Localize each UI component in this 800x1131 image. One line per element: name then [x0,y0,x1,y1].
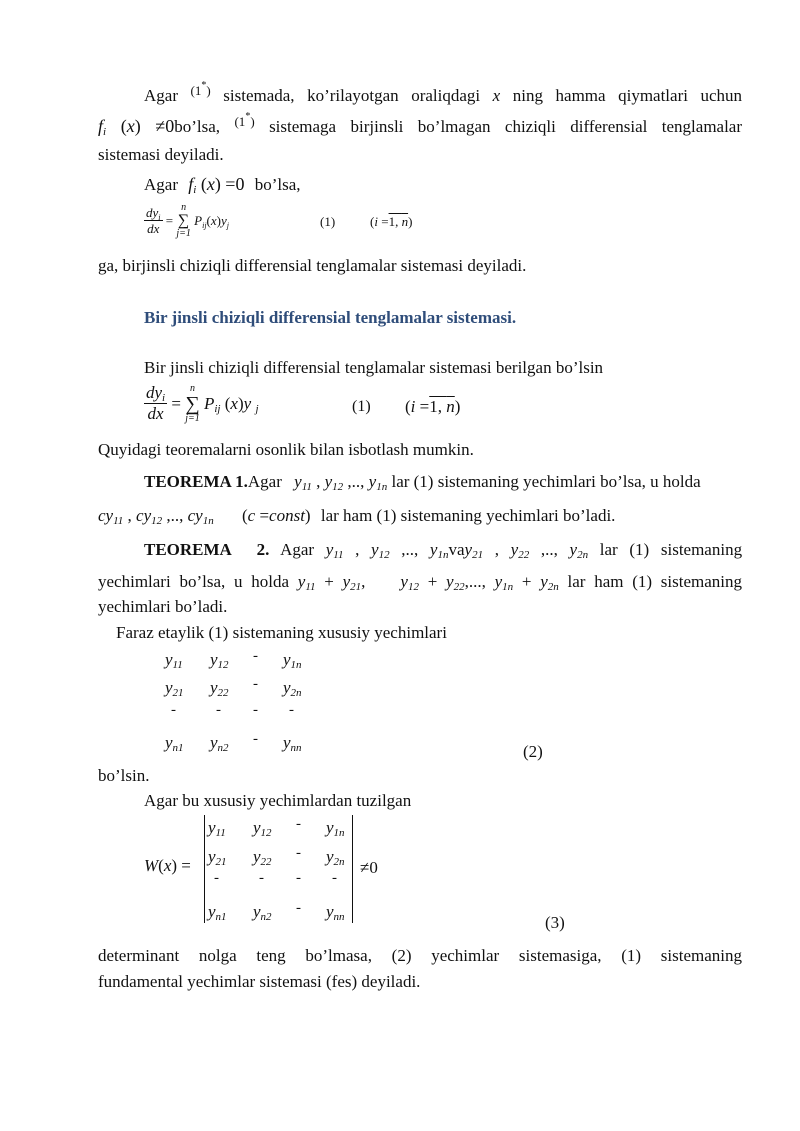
p2-text: bo’lsa, [254,175,301,194]
p1-sys-ref-2: (1*) [234,111,255,129]
p1-text-b: ning hamma qiymatlari uchun [512,86,743,105]
matrix-ellipsis: - [253,676,258,692]
theorem1-sols: $y_{11}$ , $y_{12}$ ,.., $y_{1n}$ [294,472,388,493]
theorem2-text-a: lar (1) sistemaning [599,540,743,559]
theorem1-line1 [144,472,701,492]
p2-line1 [144,174,301,195]
theorem2-text-c: lar ham (1) sistemaning [567,572,742,591]
section-heading: Bir jinsli chiziqli differensial tenglamalar sistemasi. [144,308,517,327]
p2-equation: $\frac{dy_i}{dx}$ = n ∑ j=1 $P_{ij}(x)y_j$ [146,202,230,239]
matrix-ellipsis: - [253,648,258,664]
theorem2-text-d: yechimlari bo’ladi. [98,597,228,616]
matrix-ellipsis: - [216,702,221,718]
p4-intro: Faraz etaylik (1) sistemaning xususiy yechimlari [116,623,447,642]
p2-range: (i =1, $\overline{n}$) [370,214,413,229]
p3-eq-label: (1) [352,398,371,415]
p2-after: ga, birjinsli chiziqli differensial tenglamalar sistemasi deyiladi. [98,256,527,275]
p1-x: x [492,86,501,105]
matrix-cell: $y_{n1}$ [208,902,227,923]
p4-after: bo’lsin. [98,766,150,785]
p5-intro: Agar bu xususiy yechimlardan tuzilgan [144,791,412,810]
matrix-ellipsis: - [296,900,301,916]
p3-fraction: $\frac{dy_i}{dx}$ [146,383,166,423]
p2-fraction: $\frac{dy_i}{dx}$ [146,204,161,236]
wronskian-label: W(x) = [144,856,191,875]
matrix-cell: $y_{22}$ [210,678,229,699]
matrix-cell: $y_{1n}$ [283,650,302,671]
matrix-cell: $y_{22}$ [253,847,272,868]
theorem2-line1 [144,540,742,560]
p1-sys-ref: (1*) [190,80,211,98]
p2-eq-label: (1) [320,214,336,229]
matrix-cell: $y_{n2}$ [253,902,272,923]
p1-text-a: sistemada, ko’rilayotgan oraliqdagi [223,86,481,105]
matrix-ellipsis: - [296,870,301,886]
theorem1-title: TEOREMA 1. [144,472,248,491]
p3-sum: n ∑ j=1 [185,383,200,425]
matrix-ellipsis: - [171,702,176,718]
p5-text-a: determinant nolga teng bo’lmasa, (2) yechimlar sistemasiga, (1) sistemaning [98,946,742,965]
p5-text-b: fundamental yechimlar sistemasi (fes) deyiladi. [98,972,421,991]
matrix-ellipsis: - [253,731,258,747]
p1-line2 [98,111,743,138]
matrix-ellipsis: - [259,870,264,886]
theorem2-sols-a: $y_{11}$ , $y_{12}$ ,.., $y_{1n}vay_{21}$ , $y_{22}$ ,.., $y_{2n}$ [325,540,589,561]
theorem1-const: (c =const) [241,506,311,525]
matrix-ellipsis: - [289,702,294,718]
p1-text-d: sistemaga birjinsli bo’lmagan chiziqli differensial tenglamalar [269,117,743,136]
wronskian-right-bar [352,815,353,923]
theorem2-title: TEOREMA 2. [144,540,270,559]
theorem1-agar: Agar [247,472,282,491]
matrix-cell: $y_{12}$ [210,650,229,671]
p5-line-a [98,946,742,966]
wronskian-neq: ≠0 [360,858,378,877]
matrix-cell: $y_{21}$ [165,678,184,699]
matrix-ellipsis: - [214,870,219,886]
wronskian-left-bar [204,815,205,923]
matrix-ellipsis: - [332,870,337,886]
p3-intro: Bir jinsli chiziqli differensial tenglamalar sistemasi berilgan bo’lsin [144,358,604,377]
p3-range: (i =1, $\overline{n}$) [405,397,461,416]
p4-eq-label: (2) [523,742,543,761]
matrix-ellipsis: - [296,845,301,861]
theorem2-line2 [98,572,742,592]
p3-after: Quyidagi teoremalarni osonlik bilan isbotlash mumkin. [98,440,474,459]
theorem2-sums: $y_{11} + y_{21}$, $y_{12} + y_{22}$,..., $y_{1n} + y_{2n}$ [297,572,559,593]
matrix-cell: $y_{21}$ [208,847,227,868]
p1-agar: Agar [144,86,178,105]
p2-sum: n ∑ j=1 [176,202,191,239]
p2-cond: $f_i$ (x) =0 [188,174,245,196]
matrix-ellipsis: - [296,816,301,832]
matrix-cell: $y_{nn}$ [326,902,345,923]
p5-eq-label: (3) [545,913,565,932]
p1-cond: $f_i$ (x) ≠0 [98,116,175,138]
theorem2-va: va [448,540,465,559]
p2-agar: Agar [144,175,178,194]
matrix-ellipsis: - [253,702,258,718]
theorem2-text-b: yechimlari bo’lsa, u holda [98,572,290,591]
p3-equation: $\frac{dy_i}{dx}$ = n ∑ j=1 $P_{ij}$ (x)y $_j$ [146,383,259,425]
theorem1-text-a: lar (1) sistemaning yechimlari bo’lsa, u holda [391,472,701,491]
p1-text-c: bo’lsa, [174,117,221,136]
p1-text-e: sistemasi deyiladi. [98,145,224,164]
matrix-cell: $y_{nn}$ [283,733,302,754]
matrix-cell: $y_{11}$ [208,818,226,839]
theorem1-csols: $cy_{11}$ , $cy_{12}$ ,.., $cy_{1n}$ [98,506,214,527]
theorem1-text-b: lar ham (1) sistemaning yechimlari bo’ladi. [320,506,616,525]
matrix-cell: $y_{11}$ [165,650,183,671]
matrix-cell: $y_{n2}$ [210,733,229,754]
theorem2-agar: Agar [280,540,315,559]
matrix-cell: $y_{2n}$ [326,847,345,868]
matrix-cell: $y_{n1}$ [165,733,184,754]
p1-line1 [144,80,743,106]
matrix-cell: $y_{1n}$ [326,818,345,839]
matrix-cell: $y_{12}$ [253,818,272,839]
theorem1-line2 [98,506,615,526]
matrix-cell: $y_{2n}$ [283,678,302,699]
